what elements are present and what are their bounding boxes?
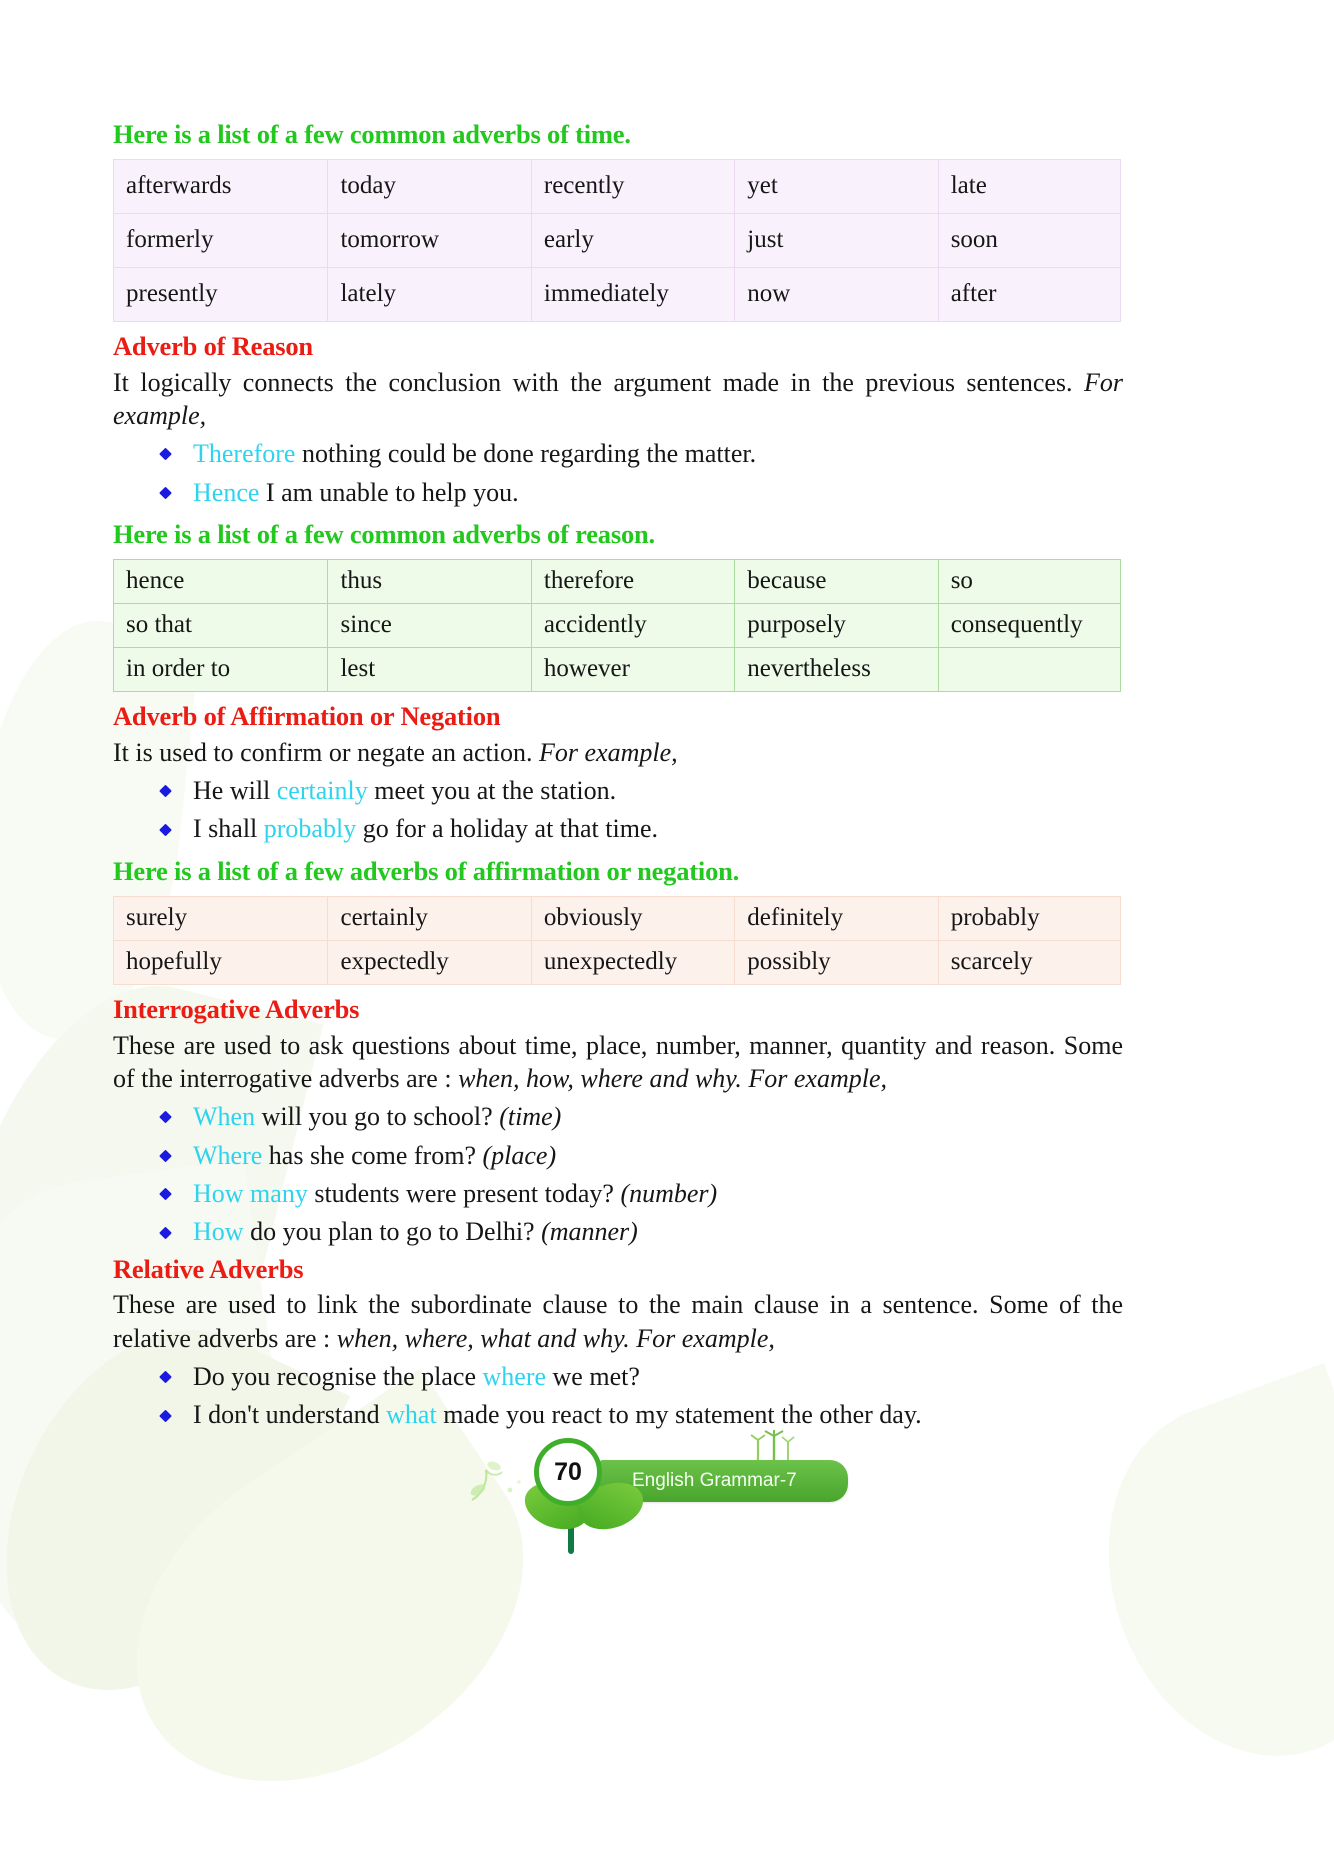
list-item-text: students were present today? bbox=[307, 1178, 621, 1208]
table-cell: recently bbox=[531, 160, 734, 214]
diamond-bullet-icon bbox=[159, 823, 172, 836]
diamond-bullet-icon bbox=[159, 1371, 172, 1384]
table-cell: however bbox=[531, 648, 734, 692]
highlight-word: How many bbox=[193, 1178, 308, 1208]
table-adverbs-of-reason bbox=[113, 559, 1121, 692]
highlight-word: How bbox=[193, 1217, 244, 1247]
list-item-text: meet you at the station. bbox=[367, 775, 617, 805]
table-cell: early bbox=[531, 214, 734, 268]
heading-adverbs-of-time-list: Here is a list of a few common adverbs of time. bbox=[113, 119, 631, 149]
list-item-text: made you react to my statement the other day. bbox=[436, 1400, 922, 1430]
example-list-affirmation bbox=[113, 772, 1123, 849]
list-item bbox=[161, 772, 1123, 810]
list-item bbox=[161, 1358, 1123, 1396]
list-item-prefix: Do you recognise the place bbox=[193, 1361, 483, 1391]
category-tag: (manner) bbox=[541, 1217, 638, 1247]
list-item bbox=[161, 1137, 1123, 1175]
table-cell: hopefully bbox=[114, 941, 328, 985]
table-cell: so bbox=[938, 560, 1120, 604]
table-row bbox=[114, 268, 1121, 322]
paragraph-text: These are used to ask questions about time, place, number, manner, quantity and reason. Some of the interrogative adverbs are : bbox=[113, 1030, 1123, 1093]
table-row bbox=[114, 214, 1121, 268]
table-cell: nevertheless bbox=[735, 648, 938, 692]
highlight-word: When bbox=[193, 1102, 256, 1132]
table-cell: tomorrow bbox=[328, 214, 531, 268]
table-cell: definitely bbox=[735, 897, 938, 941]
table-cell: obviously bbox=[531, 897, 734, 941]
list-item bbox=[161, 1098, 1123, 1136]
table-cell: accidently bbox=[531, 604, 734, 648]
table-adverbs-of-time bbox=[113, 159, 1121, 322]
table-cell bbox=[938, 648, 1120, 692]
table-cell: presently bbox=[114, 268, 328, 322]
table-adverbs-of-affirmation bbox=[113, 896, 1121, 985]
example-list-reason bbox=[113, 435, 1123, 512]
list-item-text: I am unable to help you. bbox=[259, 477, 519, 507]
table-cell: today bbox=[328, 160, 531, 214]
for-example-label: For example, bbox=[113, 367, 1123, 430]
list-item bbox=[161, 1175, 1123, 1213]
table-cell: purposely bbox=[735, 604, 938, 648]
for-example-label: when, how, where and why. For example, bbox=[458, 1063, 888, 1093]
list-item bbox=[161, 810, 1123, 848]
diamond-bullet-icon bbox=[159, 1149, 172, 1162]
table-cell: after bbox=[938, 268, 1120, 322]
table-cell: since bbox=[328, 604, 531, 648]
for-example-label: when, where, what and why. For example, bbox=[336, 1323, 775, 1353]
table-row bbox=[114, 160, 1121, 214]
list-item-text: do you plan to go to Delhi? bbox=[243, 1217, 542, 1247]
heading-adverbs-of-affirmation-list: Here is a list of a few adverbs of affirmation or negation. bbox=[113, 855, 740, 886]
for-example-label: For example, bbox=[538, 737, 678, 767]
highlight-word: Where bbox=[193, 1140, 263, 1170]
paragraph-adverb-of-reason bbox=[113, 366, 1123, 433]
leaf-swirl-decoration bbox=[464, 1454, 534, 1510]
example-list-interrogative bbox=[113, 1098, 1123, 1252]
table-cell: soon bbox=[938, 214, 1120, 268]
table-cell: late bbox=[938, 160, 1120, 214]
heading-adverb-of-affirmation-or-negation: Adverb of Affirmation or Negation bbox=[113, 701, 501, 732]
table-cell: unexpectedly bbox=[531, 941, 734, 985]
table-cell: yet bbox=[735, 160, 938, 214]
table-cell: scarcely bbox=[938, 941, 1120, 985]
table-cell: therefore bbox=[531, 560, 734, 604]
heading-interrogative-adverbs: Interrogative Adverbs bbox=[113, 994, 360, 1025]
table-cell: probably bbox=[938, 897, 1120, 941]
table-row bbox=[114, 560, 1121, 604]
list-item-text: nothing could be done regarding the matter. bbox=[295, 439, 757, 469]
list-item-prefix: I don't understand bbox=[193, 1400, 387, 1430]
highlight-word: certainly bbox=[276, 775, 368, 805]
category-tag: (time) bbox=[499, 1102, 562, 1132]
table-cell: now bbox=[735, 268, 938, 322]
paragraph-relative-adverbs bbox=[113, 1288, 1123, 1355]
page-number-badge bbox=[534, 1438, 602, 1506]
list-item-text: has she come from? bbox=[262, 1140, 483, 1170]
highlight-word: Therefore bbox=[193, 439, 296, 469]
book-title-label: English Grammar-7 bbox=[632, 1470, 797, 1491]
category-tag: (place) bbox=[482, 1140, 557, 1170]
table-row bbox=[114, 941, 1121, 985]
diamond-bullet-icon bbox=[159, 486, 172, 499]
paragraph-text: It logically connects the conclusion with the argument made in the previous sentences. bbox=[113, 367, 1084, 397]
diamond-bullet-icon bbox=[159, 1188, 172, 1201]
table-row bbox=[114, 648, 1121, 692]
table-cell: surely bbox=[114, 897, 328, 941]
diamond-bullet-icon bbox=[159, 1226, 172, 1239]
list-item-prefix: He will bbox=[193, 775, 277, 805]
highlight-word: what bbox=[386, 1400, 437, 1430]
table-cell: lest bbox=[328, 648, 531, 692]
page-number: 70 bbox=[554, 1457, 582, 1486]
table-cell: immediately bbox=[531, 268, 734, 322]
table-cell: hence bbox=[114, 560, 328, 604]
table-cell: possibly bbox=[735, 941, 938, 985]
table-cell: expectedly bbox=[328, 941, 531, 985]
table-cell: afterwards bbox=[114, 160, 328, 214]
page-footer bbox=[0, 1400, 1334, 1620]
diamond-bullet-icon bbox=[159, 448, 172, 461]
list-item bbox=[161, 435, 1123, 473]
highlight-word: where bbox=[482, 1361, 547, 1391]
list-item-text: go for a holiday at that time. bbox=[356, 814, 658, 844]
list-item-text: will you go to school? bbox=[255, 1102, 500, 1132]
heading-relative-adverbs: Relative Adverbs bbox=[113, 1253, 304, 1284]
list-item bbox=[161, 474, 1123, 512]
table-cell: formerly bbox=[114, 214, 328, 268]
table-cell: in order to bbox=[114, 648, 328, 692]
heading-adverb-of-reason: Adverb of Reason bbox=[113, 331, 313, 362]
diamond-bullet-icon bbox=[159, 785, 172, 798]
table-row bbox=[114, 604, 1121, 648]
table-cell: because bbox=[735, 560, 938, 604]
paragraph-interrogative-adverbs bbox=[113, 1029, 1123, 1096]
page-content bbox=[113, 120, 1123, 1437]
table-cell: just bbox=[735, 214, 938, 268]
list-item-text: we met? bbox=[546, 1361, 640, 1391]
table-row bbox=[114, 897, 1121, 941]
paragraph-text: These are used to link the subordinate clause to the main clause in a sentence. Some of the relative adverbs are : bbox=[113, 1290, 1123, 1353]
list-item bbox=[161, 1213, 1123, 1251]
leaf-sprig-logo bbox=[540, 1452, 630, 1542]
paragraph-adverb-of-affirmation bbox=[113, 736, 1123, 769]
diamond-bullet-icon bbox=[159, 1111, 172, 1124]
list-item-prefix: I shall bbox=[193, 814, 264, 844]
table-cell: lately bbox=[328, 268, 531, 322]
highlight-word: probably bbox=[263, 814, 357, 844]
table-cell: thus bbox=[328, 560, 531, 604]
paragraph-text: It is used to confirm or negate an action. bbox=[113, 737, 539, 767]
heading-adverbs-of-reason-list: Here is a list of a few common adverbs of reason. bbox=[113, 519, 655, 550]
table-cell: consequently bbox=[938, 604, 1120, 648]
table-cell: so that bbox=[114, 604, 328, 648]
table-cell: certainly bbox=[328, 897, 531, 941]
highlight-word: Hence bbox=[193, 477, 260, 507]
category-tag: (number) bbox=[620, 1178, 718, 1208]
